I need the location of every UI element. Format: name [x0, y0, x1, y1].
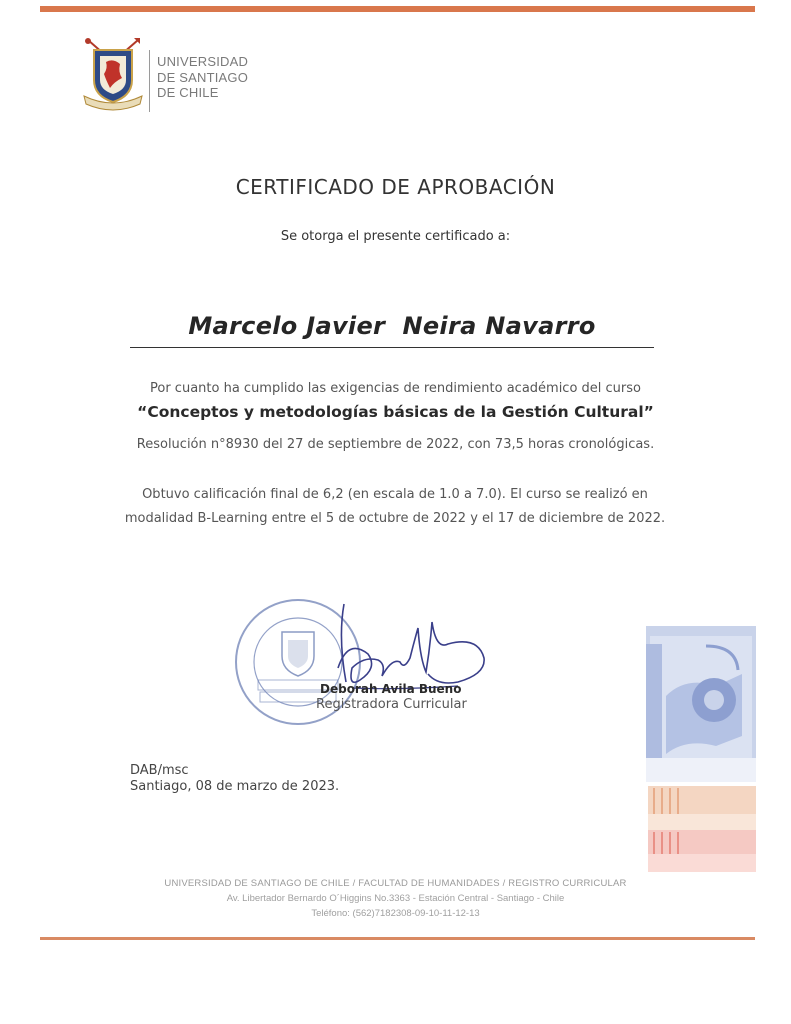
logo-line-1: UNIVERSIDAD: [157, 54, 249, 69]
reference-initials: DAB/msc: [130, 763, 189, 778]
footer-line-3: Teléfono: (562)7182308-09-10-11-12-13: [311, 908, 480, 919]
footer-line-2: Av. Libertador Bernardo O´Higgins No.3363 - Estación Central - Santiago - Chile: [226, 893, 565, 904]
signer-role: Registradora Curricular: [316, 697, 467, 712]
university-logo-text: [157, 54, 248, 101]
top-accent-bar: [40, 6, 755, 12]
signer-name: Deborah Avila Bueno: [320, 682, 462, 696]
stamp-1000-icon: [648, 830, 756, 872]
certificate-title: CERTIFICADO DE APROBACIÓN: [235, 175, 556, 199]
resolution-text: Resolución n°8930 del 27 de septiembre de 2022, con 73,5 horas cronológicas.: [136, 437, 655, 452]
grade-text: Obtuvo calificación final de 6,2 (en escala de 1.0 a 7.0). El curso se realizó en modalidad B-Learning entre el 5 de octubre de 2022 y el 17 de diciembre de 2022.: [124, 487, 666, 526]
stamp-20000-icon: [646, 626, 756, 782]
logo-divider: [149, 50, 150, 112]
logo-line-3: DE CHILE: [157, 85, 219, 100]
footer-line-1: UNIVERSIDAD DE SANTIAGO DE CHILE / FACULTAD DE HUMANIDADES / REGISTRO CURRICULAR: [164, 878, 627, 889]
stamp-10000-icon: [648, 786, 756, 830]
course-name: “Conceptos y metodologías básicas de la Gestión Cultural”: [137, 403, 654, 421]
recipient-name: Marcelo Javier Neira Navarro: [188, 312, 596, 340]
granted-to-text: Se otorga el presente certificado a:: [280, 229, 511, 244]
handwritten-signature: [308, 598, 498, 694]
name-underline: [130, 347, 654, 348]
university-crest-icon: [80, 36, 146, 114]
logo-line-2: DE SANTIAGO: [157, 69, 249, 85]
place-date: Santiago, 08 de marzo de 2023.: [130, 779, 340, 794]
course-intro-text: Por cuanto ha cumplido las exigencias de rendimiento académico del curso: [150, 381, 641, 396]
bottom-accent-bar: [40, 937, 755, 940]
